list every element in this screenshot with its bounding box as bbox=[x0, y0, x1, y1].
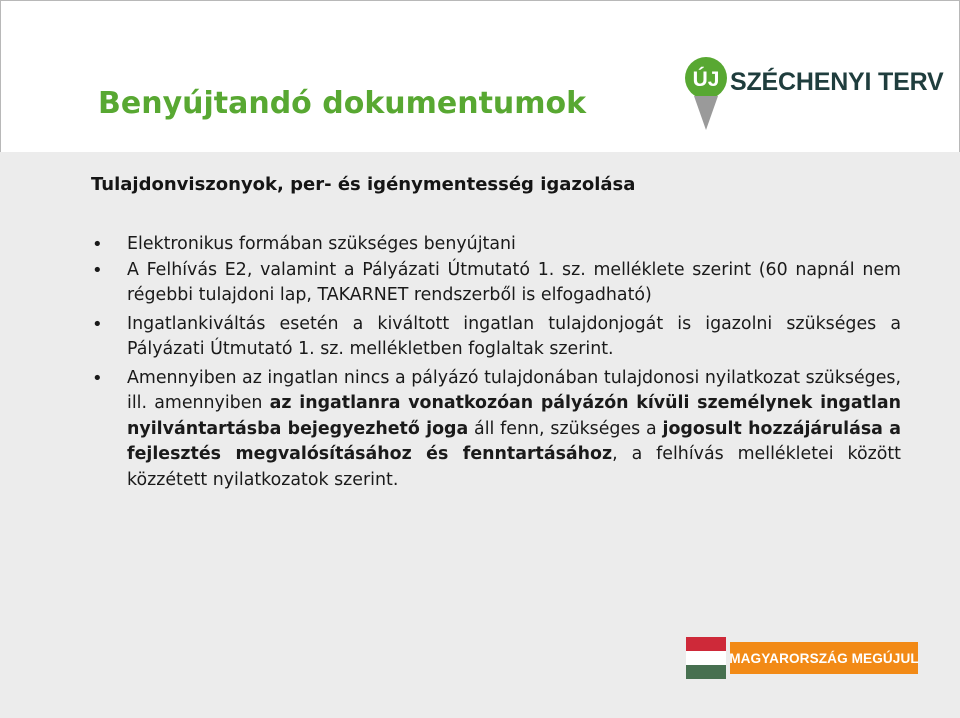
list-item bbox=[127, 312, 901, 363]
magyarorszag-megujul-logo bbox=[686, 637, 920, 679]
hungarian-flag-icon bbox=[686, 637, 726, 679]
list-item bbox=[127, 232, 901, 258]
list-item-bold-text: jogosult hozzájárulása a fejlesztés megvalósításához és fenntartásához bbox=[127, 418, 901, 464]
page-title: Benyújtandó dokumentumok bbox=[98, 86, 587, 121]
list-item-text: , a felhívás mellékletei között közzétett nyilatkozatok szerint. bbox=[127, 444, 901, 490]
list-item-text: A Felhívás E2, valamint a Pályázati Útmutató 1. sz. melléklete szerint (60 napnál nem régebbi tulajdoni lap, TAKARNET rendszerből is elfogadható) bbox=[127, 259, 901, 305]
uj-badge-icon bbox=[684, 56, 728, 132]
bullet-list bbox=[127, 232, 901, 493]
szechenyi-terv-logo bbox=[684, 56, 944, 132]
list-item-bold-text: az ingatlanra vonatkozóan pályázón kívüli személynek ingatlan nyilvántartásba bejegyezhető joga bbox=[127, 393, 901, 439]
section-subtitle: Tulajdonviszonyok, per- és igénymentesség igazolása bbox=[91, 174, 636, 195]
logo-banner-text: MAGYARORSZÁG MEGÚJUL bbox=[729, 650, 919, 666]
logo-banner bbox=[730, 642, 918, 674]
list-item-text: Elektronikus formában szükséges benyújtani bbox=[127, 234, 516, 254]
logo-brand-text: SZÉCHENYI TERV bbox=[730, 68, 944, 96]
list-item-text: Ingatlankiváltás esetén a kiváltott ingatlan tulajdonjogát is igazolni szükséges a Pályázati Útmutató 1. sz. mellékletben foglaltak szerint. bbox=[127, 313, 901, 359]
uj-badge-label: ÚJ bbox=[692, 68, 720, 91]
list-item-text: áll fenn, szükséges a bbox=[468, 418, 663, 439]
list-item-text: Amennyiben az ingatlan nincs a pályázó tulajdonában tulajdonosi nyilatkozat szükséges, ill. amennyiben bbox=[127, 367, 901, 413]
list-item bbox=[127, 366, 901, 494]
list-item bbox=[127, 258, 901, 309]
